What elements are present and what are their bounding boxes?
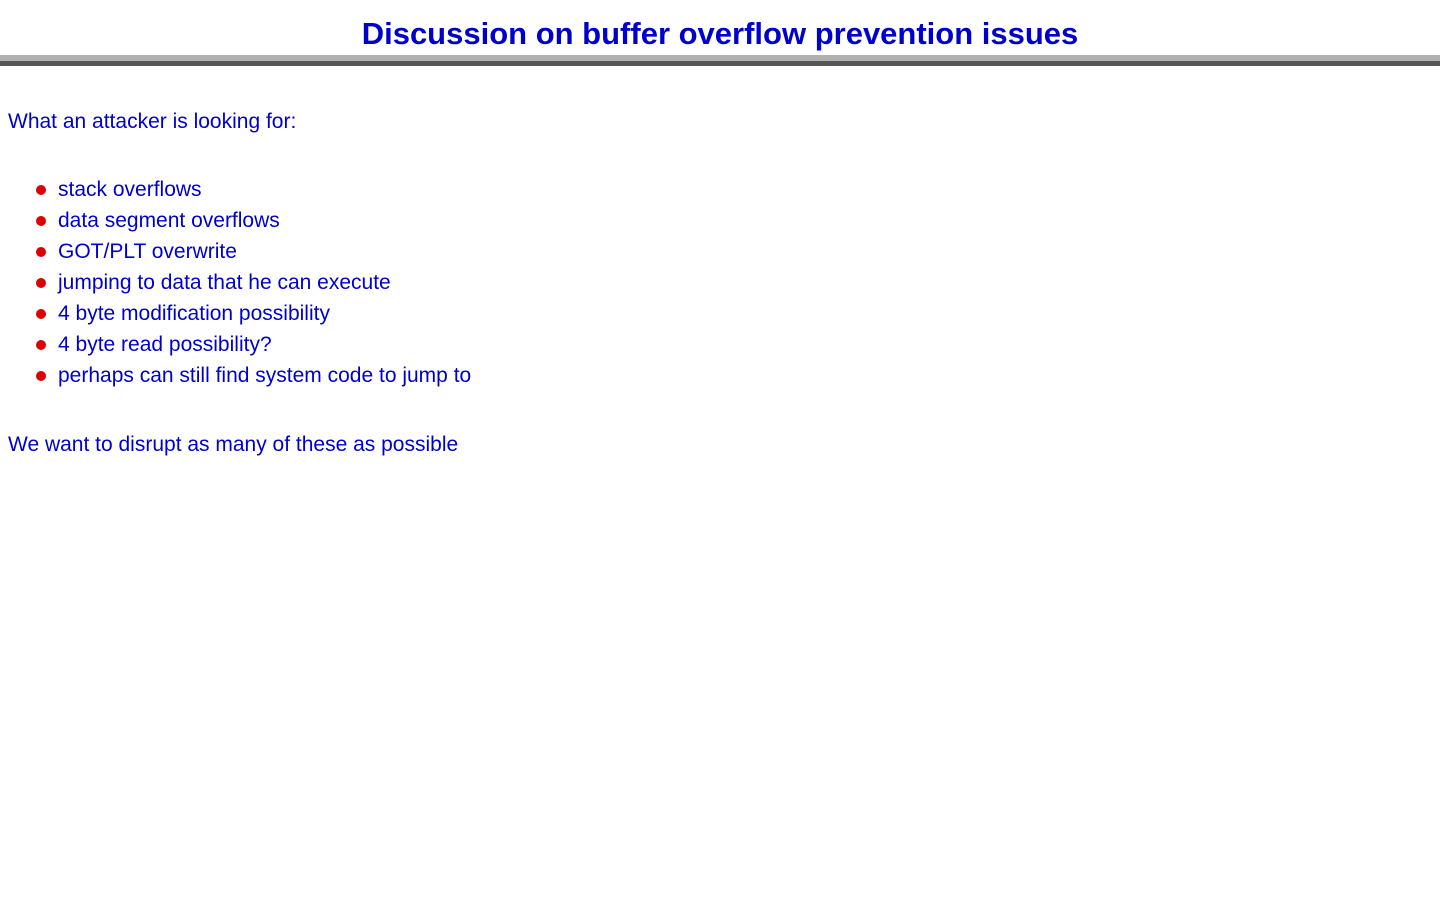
list-item	[0, 236, 1440, 267]
list-item	[0, 329, 1440, 360]
intro-text: What an attacker is looking for:	[8, 110, 297, 133]
list-item-label: 4 byte modification possibility	[58, 302, 330, 325]
bullet-icon	[36, 185, 46, 195]
bullet-icon	[36, 371, 46, 381]
slide-title: Discussion on buffer overflow prevention issues	[361, 16, 1079, 51]
bullet-icon	[36, 216, 46, 226]
list-item	[0, 267, 1440, 298]
list-item-label: GOT/PLT overwrite	[58, 240, 237, 263]
bullet-icon	[36, 340, 46, 350]
list-item-label: data segment overflows	[58, 209, 280, 232]
bullet-list	[0, 174, 1440, 391]
list-item-label: perhaps can still find system code to jump to	[58, 364, 472, 387]
list-item	[0, 205, 1440, 236]
title-separator-rule	[0, 55, 1440, 66]
bullet-icon	[36, 247, 46, 257]
list-item	[0, 360, 1440, 391]
conclusion-text: We want to disrupt as many of these as possible	[8, 433, 459, 456]
bullet-icon	[36, 278, 46, 288]
list-item-label: 4 byte read possibility?	[58, 333, 272, 356]
list-item-label: jumping to data that he can execute	[58, 271, 391, 294]
list-item	[0, 298, 1440, 329]
list-item-label: stack overflows	[58, 178, 202, 201]
list-item	[0, 174, 1440, 205]
rule-dark-bar	[0, 61, 1440, 66]
bullet-icon	[36, 309, 46, 319]
